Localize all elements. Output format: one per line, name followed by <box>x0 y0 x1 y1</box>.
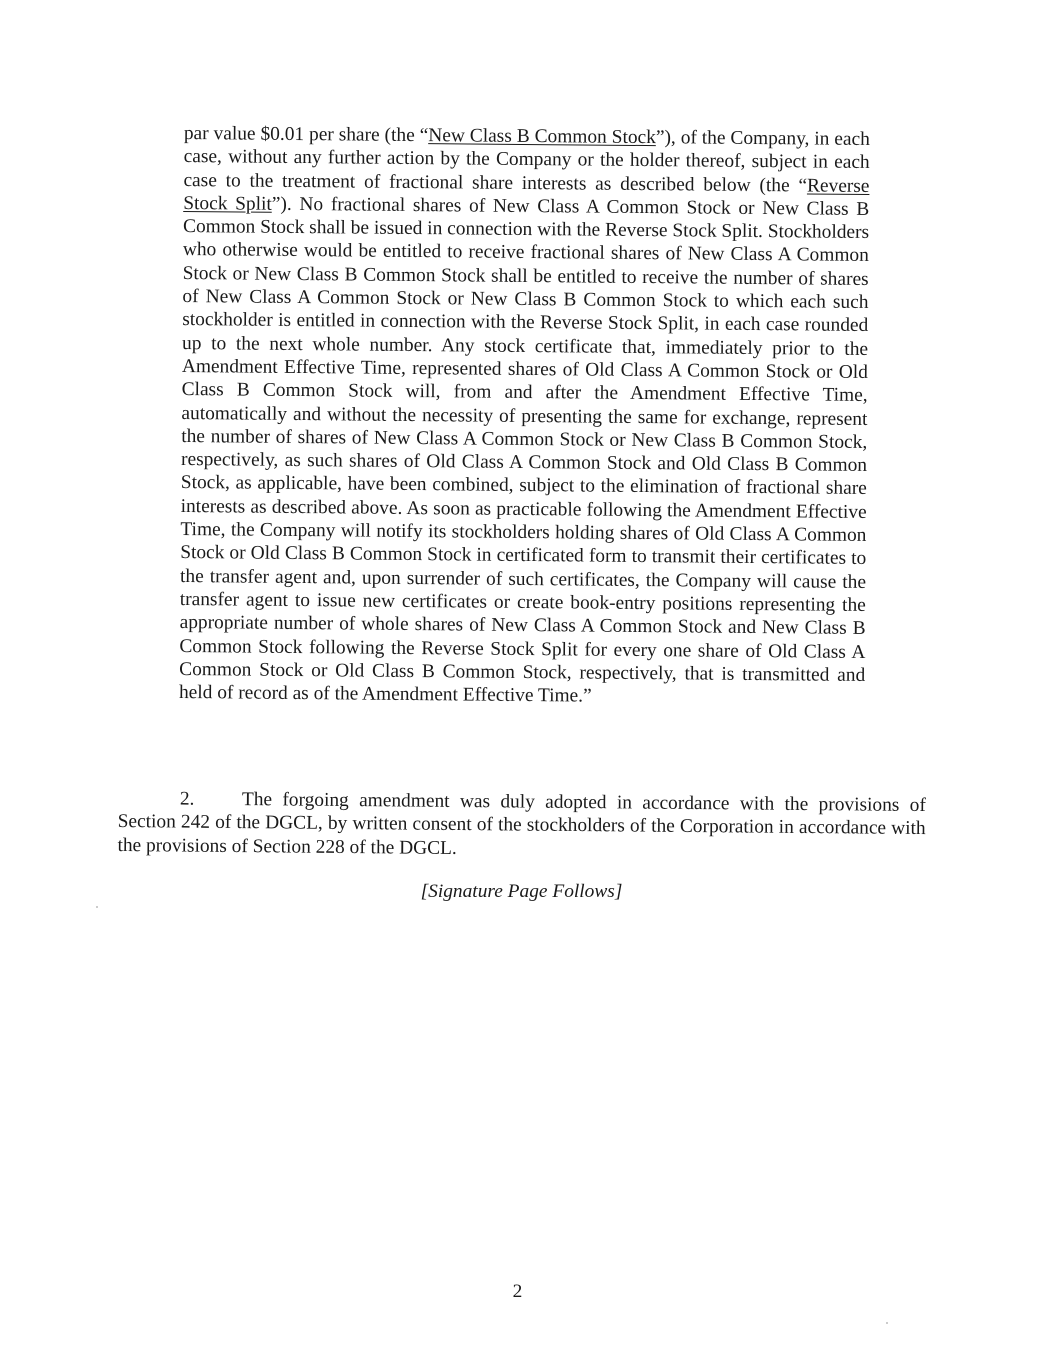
adoption-paragraph <box>117 787 926 864</box>
scan-speck <box>96 906 98 908</box>
paragraph-text-part-2: ”), of the Company, in each case, without any further action by the Company or the holder thereof, subject in each case to the treatment of fractional share interests as described below (the “ <box>183 127 870 197</box>
paragraph-number: 2. <box>179 788 195 810</box>
paragraph-text-part-1: par value $0.01 per share (the “ <box>183 122 429 147</box>
reverse-stock-split-paragraph <box>179 122 870 710</box>
reverse-stock-split-term: Reverse Stock Split <box>183 175 870 215</box>
adoption-paragraph-text: The forgoing amendment was duly adopted in accordance with the provisions of Section 242 of the DGCL, by written consent of the stockholders of the Corporation in accordance with the provisions of Section 228 of the DGCL. <box>117 789 926 859</box>
signature-page-follows-note <box>0 880 1049 904</box>
paragraph-text-part-3: ”). No fractional shares of New Class A Common Stock or New Class B Common Stock shall be issued in connection with the Reverse Stock Split. Stockholders who otherwise would be entitled to receive fractional shares of New Class A Common Stock or New Class B Common Stock shall be entitled to receive the number of shares of New Class A Common Stock or New Class B Common Stock to which each such stockholder is entitled in connection with the Reverse Stock Split, in each case rounded up to the next whole number. Any stock certificate that, immediately prior to the Amendment Effective Time, represented shares of Old Class A Common Stock or Old Class B Common Stock will, from and after the Amendment Effective Time, automatically and without the necessity of presenting the same for exchange, represent the number of shares of New Class A Common Stock or New Class B Common Stock, respectively, as such shares of Old Class A Common Stock and Old Class B Common Stock, as applicable, have been combined, subject to the elimination of fractional share interests as described above. As soon as practicable following the Amendment Effective Time, the Company will notify its stockholders holding shares of Old Class A Common Stock or Old Class B Common Stock in certificated form to transmit their certificates to the transfer agent and, upon surrender of such certificates, the Company will cause the transfer agent to issue new certificates or create book-entry positions representing the appropriate number of whole shares of New Class A Common Stock and New Class B Common Stock following the Reverse Stock Split for every one share of Old Class A Common Stock or Old Class B Common Stock, respectively, that is transmitted and held of record as of the Amendment Effective Time.” <box>178 193 870 707</box>
signature-note-text: [Signature Page Follows] <box>420 881 623 902</box>
scan-speck <box>886 1322 888 1324</box>
page-number: 2 <box>512 1281 523 1302</box>
new-class-b-common-stock-term: New Class B Common Stock <box>428 125 656 149</box>
